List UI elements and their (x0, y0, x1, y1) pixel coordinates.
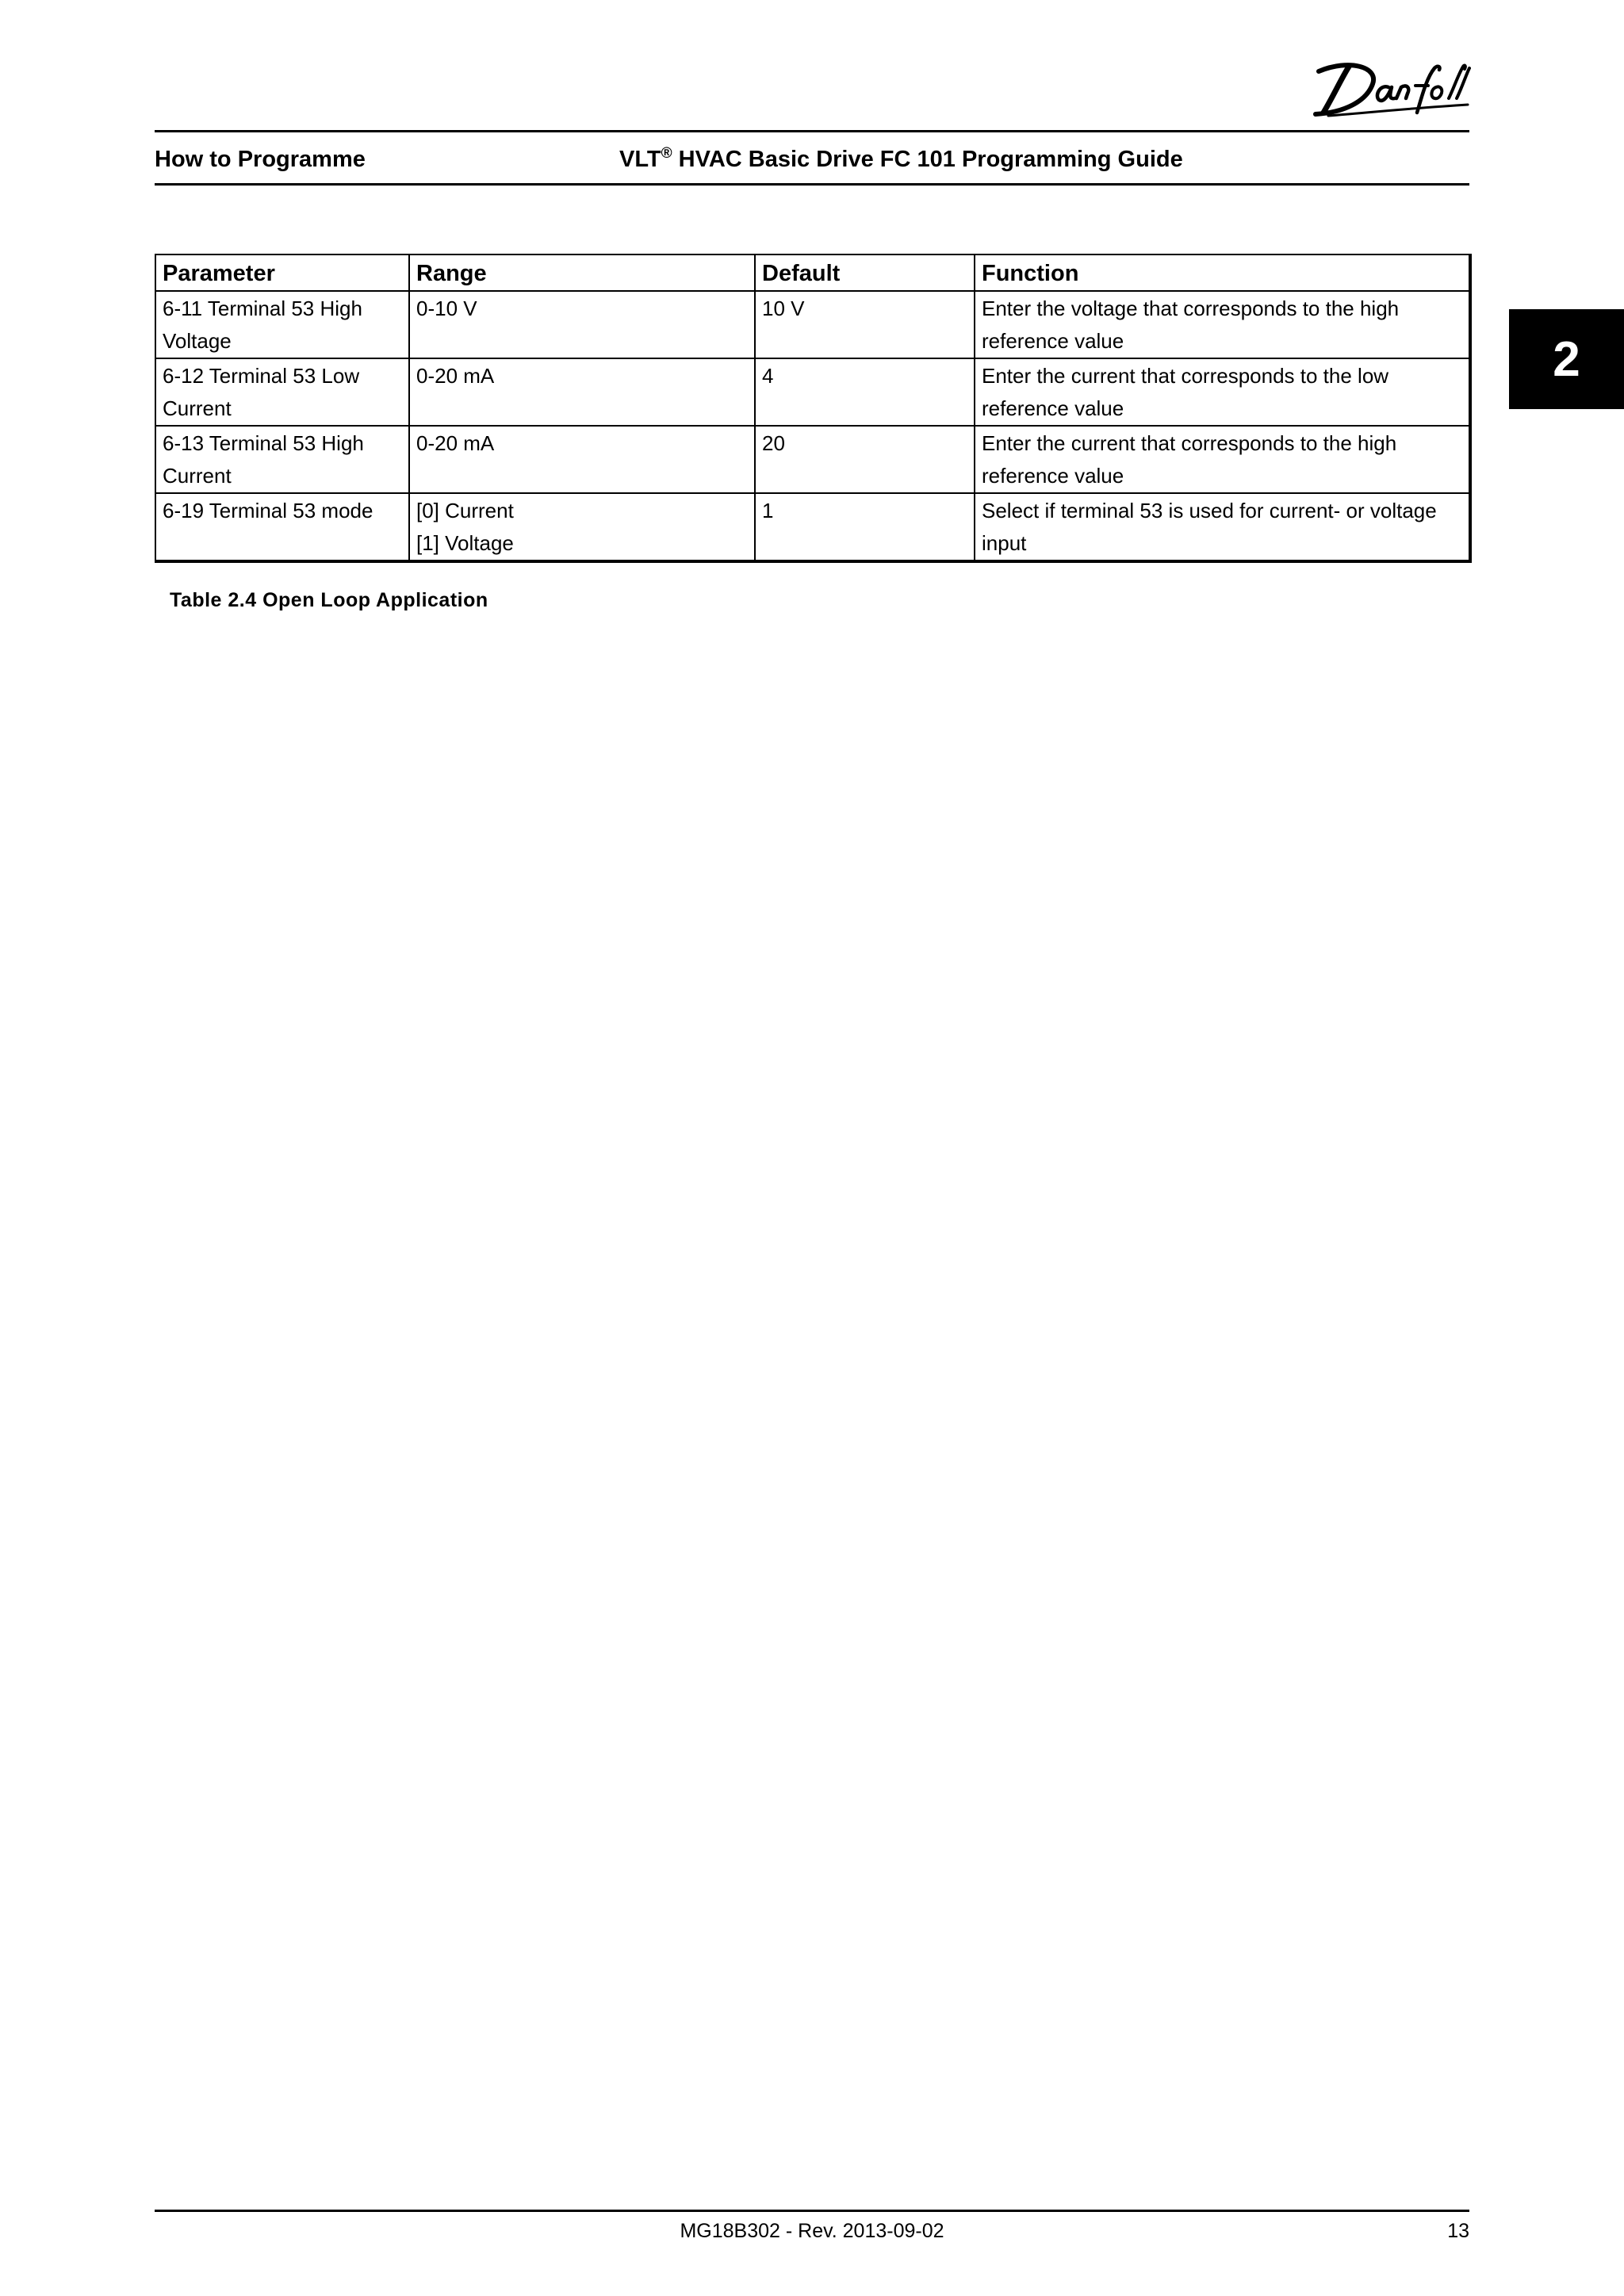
cell-parameter (155, 358, 409, 426)
cell-function (975, 291, 1470, 358)
cell-parameter (155, 426, 409, 493)
page-number: 13 (1447, 2220, 1469, 2242)
cell-line: 0-10 V (416, 297, 477, 320)
cell-range (409, 426, 755, 493)
cell-line: Voltage (163, 329, 232, 353)
cell-default: 4 (755, 358, 975, 426)
table-row (155, 358, 1470, 426)
cell-line: 0-20 mA (416, 431, 495, 455)
cell-line: reference value (982, 396, 1124, 420)
section-title: How to Programme (155, 147, 366, 172)
cell-range (409, 493, 755, 561)
cell-range (409, 291, 755, 358)
document-title-rest: HVAC Basic Drive FC 101 Programming Guide (672, 147, 1183, 172)
cell-line: Enter the voltage that corresponds to the high (982, 297, 1400, 320)
cell-default: 1 (755, 493, 975, 561)
cell-line: Select if terminal 53 is used for current- or voltage (982, 499, 1437, 522)
cell-line: 6-19 Terminal 53 mode (163, 499, 373, 522)
registered-mark: ® (661, 145, 672, 162)
cell-line: reference value (982, 464, 1124, 488)
column-header-parameter: Parameter (155, 254, 409, 291)
cell-line: Enter the current that corresponds to the high (982, 431, 1397, 455)
table-header-row (155, 254, 1470, 291)
cell-line: [0] Current (416, 499, 514, 522)
document-reference: MG18B302 - Rev. 2013-09-02 (680, 2220, 944, 2242)
cell-default: 20 (755, 426, 975, 493)
open-loop-parameter-table (155, 254, 1472, 563)
column-header-function: Function (975, 254, 1470, 291)
table-row (155, 291, 1470, 358)
table-row (155, 493, 1470, 561)
danfoss-logo (1312, 60, 1471, 121)
footer-rule (155, 2210, 1469, 2212)
cell-line: Enter the current that corresponds to the low (982, 364, 1389, 388)
cell-function (975, 358, 1470, 426)
cell-line: 6-11 Terminal 53 High (163, 297, 362, 320)
cell-function (975, 426, 1470, 493)
table-row (155, 426, 1470, 493)
document-title-prefix: VLT (619, 147, 661, 172)
chapter-tab: 2 (1509, 309, 1624, 409)
cell-function (975, 493, 1470, 561)
column-header-default: Default (755, 254, 975, 291)
cell-parameter (155, 493, 409, 561)
cell-line: 6-13 Terminal 53 High (163, 431, 364, 455)
cell-line: input (982, 531, 1027, 555)
column-header-range: Range (409, 254, 755, 291)
cell-parameter (155, 291, 409, 358)
cell-line: Current (163, 396, 232, 420)
cell-line: 6-12 Terminal 53 Low (163, 364, 360, 388)
cell-default: 10 V (755, 291, 975, 358)
cell-line: 0-20 mA (416, 364, 495, 388)
table-caption: Table 2.4 Open Loop Application (170, 589, 488, 611)
header-rule-top (155, 130, 1469, 132)
cell-range (409, 358, 755, 426)
cell-line: [1] Voltage (416, 531, 514, 555)
cell-line: reference value (982, 329, 1124, 353)
header-rule-bottom (155, 183, 1469, 186)
document-title (619, 145, 1183, 174)
cell-line: Current (163, 464, 232, 488)
